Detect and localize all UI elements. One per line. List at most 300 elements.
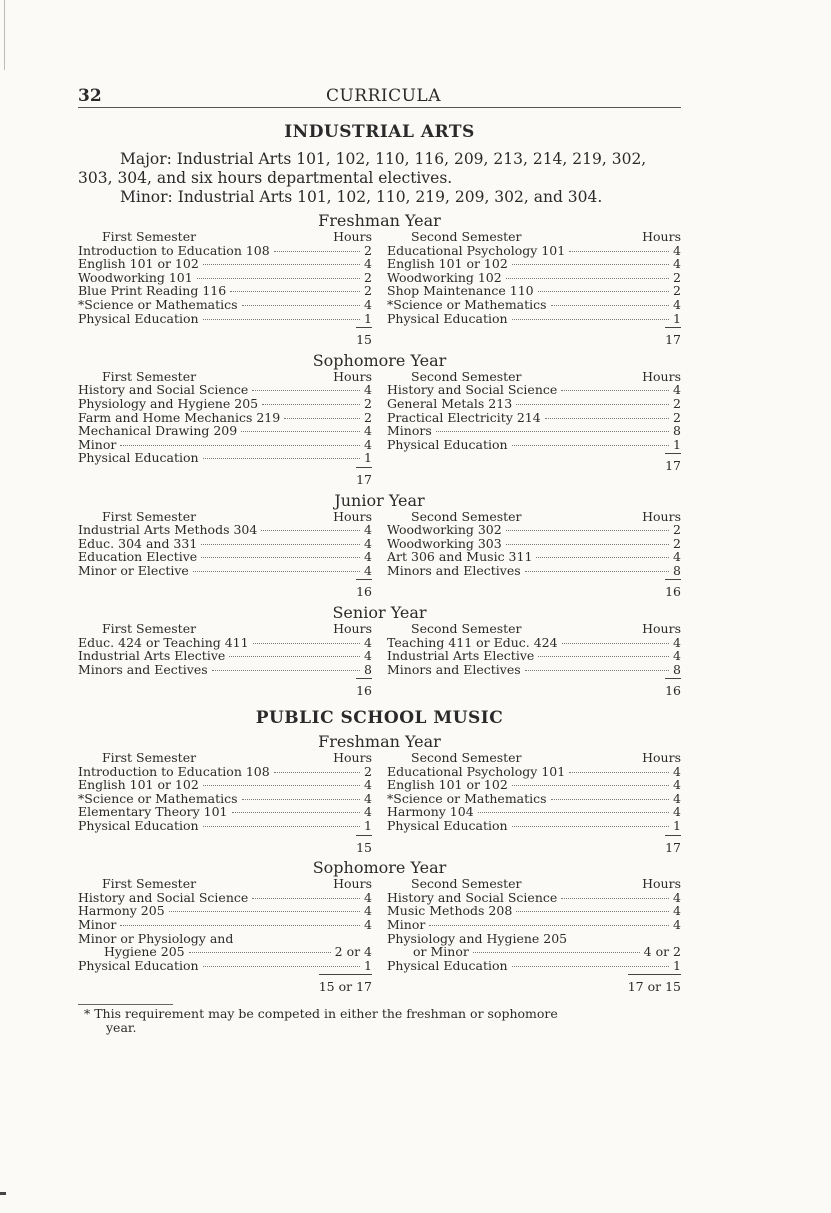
- course-row: [78, 932, 372, 946]
- total-hours: 17: [356, 467, 372, 487]
- course-name: Woodworking 303: [387, 535, 502, 551]
- column-header: [387, 877, 681, 891]
- course-hours: 1: [364, 310, 372, 326]
- course-hours: 4: [364, 634, 372, 650]
- course-row: [78, 438, 372, 452]
- semester-total: [387, 678, 681, 698]
- leader-dots: [525, 670, 669, 671]
- leader-dots: [189, 952, 331, 953]
- leader-dots: [562, 643, 669, 644]
- first-semester-column: [78, 877, 372, 994]
- course-hours: 4: [364, 549, 372, 565]
- semester-columns: [78, 230, 681, 347]
- course-row: [78, 523, 372, 537]
- leader-dots: [252, 898, 360, 899]
- course-row: [387, 932, 681, 946]
- leader-dots: [436, 431, 669, 432]
- leader-dots: [201, 544, 360, 545]
- course-row: [78, 959, 372, 973]
- course-name: Education Elective: [78, 549, 198, 565]
- course-row: [387, 765, 681, 779]
- first-semester-column: [78, 751, 372, 854]
- course-hours: 4: [364, 256, 372, 272]
- semester-label: Second Semester: [411, 368, 522, 384]
- leader-dots: [242, 305, 360, 306]
- second-semester-column: [387, 230, 681, 347]
- year-block-freshman: [78, 733, 681, 854]
- page-edge-mark: [4, 0, 5, 70]
- hours-label: Hours: [642, 508, 681, 524]
- document-page: [78, 86, 681, 1035]
- total-hours: 17: [665, 327, 681, 347]
- course-row: [387, 537, 681, 551]
- course-name: Physical Education: [78, 957, 199, 973]
- course-row: [78, 918, 372, 932]
- major-line: Major: Industrial Arts 101, 102, 110, 116, 209, 213, 214, 219, 302,: [120, 150, 647, 168]
- course-row: [78, 537, 372, 551]
- course-name: History and Social Science: [387, 889, 558, 905]
- course-hours: 4: [673, 889, 681, 905]
- course-row: [78, 945, 372, 959]
- total-hours: 16: [665, 579, 681, 599]
- course-hours: 8: [673, 661, 681, 677]
- first-semester-column: [78, 230, 372, 347]
- hours-label: Hours: [333, 750, 372, 766]
- course-hours: 4: [673, 256, 681, 272]
- course-hours: 4: [673, 804, 681, 820]
- semester-label: Second Semester: [411, 508, 522, 524]
- course-name: Physical Education: [387, 310, 508, 326]
- course-hours: 2: [673, 522, 681, 538]
- hours-label: Hours: [642, 621, 681, 637]
- course-hours: 2: [364, 763, 372, 779]
- course-hours: 1: [364, 957, 372, 973]
- first-semester-column: [78, 510, 372, 600]
- course-row: [387, 792, 681, 806]
- course-row: [387, 663, 681, 677]
- leader-dots: [120, 445, 360, 446]
- semester-total: [387, 835, 681, 855]
- leader-dots: [230, 291, 360, 292]
- course-hours: 4: [364, 916, 372, 932]
- course-hours: 4: [364, 562, 372, 578]
- course-name: Harmony 104: [387, 804, 474, 820]
- leader-dots: [203, 458, 360, 459]
- course-hours: 4: [364, 889, 372, 905]
- course-row: [387, 636, 681, 650]
- total-hours: 17 or 15: [628, 974, 681, 994]
- semester-total: [387, 579, 681, 599]
- course-name: Practical Electricity 214: [387, 409, 541, 425]
- column-header: [78, 751, 372, 765]
- year-heading: Freshman Year: [318, 211, 441, 230]
- course-name: English 101 or 102: [387, 777, 508, 793]
- column-header: [78, 510, 372, 524]
- course-hours: 4: [673, 916, 681, 932]
- course-name: Physical Education: [78, 450, 199, 466]
- leader-dots: [512, 785, 669, 786]
- section-title-industrial-arts: INDUSTRIAL ARTS: [284, 122, 475, 142]
- course-row: [78, 805, 372, 819]
- course-hours: 4: [364, 535, 372, 551]
- total-hours: 17: [665, 453, 681, 473]
- course-row: [387, 523, 681, 537]
- course-name: History and Social Science: [387, 382, 558, 398]
- course-name: Educ. 304 and 331: [78, 535, 198, 551]
- course-hours: 4: [364, 804, 372, 820]
- leader-dots: [261, 530, 360, 531]
- course-hours: 8: [673, 562, 681, 578]
- major-minor-requirements: [78, 150, 681, 207]
- second-semester-column: [387, 877, 681, 994]
- semester-label: First Semester: [102, 750, 197, 766]
- course-name: Teaching 411 or Educ. 424: [387, 634, 558, 650]
- total-hours: 15 or 17: [319, 974, 372, 994]
- course-name: Minor or Physiology and: [78, 930, 234, 946]
- second-semester-column: [387, 370, 681, 487]
- semester-label: First Semester: [102, 229, 197, 244]
- course-row: [387, 244, 681, 258]
- hours-label: Hours: [642, 750, 681, 766]
- leader-dots: [512, 445, 669, 446]
- course-hours: 4 or 2: [643, 944, 681, 960]
- semester-label: First Semester: [102, 621, 197, 637]
- course-hours: 2: [364, 242, 372, 258]
- hours-label: Hours: [333, 508, 372, 524]
- year-heading: Sophomore Year: [312, 350, 447, 370]
- course-hours: 2: [673, 535, 681, 551]
- semester-total: [78, 678, 372, 698]
- course-hours: 2: [364, 283, 372, 299]
- course-name: Introduction to Education 108: [78, 242, 270, 258]
- leader-dots: [569, 772, 669, 773]
- leader-dots: [516, 911, 669, 912]
- leader-dots: [201, 557, 360, 558]
- scan-mark: [0, 1192, 6, 1195]
- course-hours: 4: [673, 549, 681, 565]
- course-name: Music Methods 208: [387, 903, 513, 919]
- course-hours: 4: [673, 648, 681, 664]
- second-semester-column: [387, 751, 681, 854]
- leader-dots: [512, 319, 669, 320]
- leader-dots: [561, 390, 669, 391]
- course-hours: 2: [673, 269, 681, 285]
- leader-dots: [516, 404, 669, 405]
- course-name: Educational Psychology 101: [387, 763, 566, 779]
- course-hours: 2: [364, 269, 372, 285]
- leader-dots: [229, 656, 360, 657]
- course-name: History and Social Science: [78, 382, 249, 398]
- hours-label: Hours: [333, 621, 372, 637]
- total-hours: 15: [356, 327, 372, 347]
- semester-label: Second Semester: [411, 876, 522, 892]
- total-hours: 16: [356, 579, 372, 599]
- course-row: [387, 312, 681, 326]
- total-hours: 15: [356, 835, 372, 855]
- course-name: Minors: [387, 423, 432, 439]
- course-hours: 4: [673, 790, 681, 806]
- course-row: [387, 918, 681, 932]
- course-hours: 2: [364, 409, 372, 425]
- course-row: [78, 891, 372, 905]
- course-name: Elementary Theory 101: [78, 804, 228, 820]
- course-name: Shop Maintenance 110: [387, 283, 534, 299]
- course-name: or Minor: [413, 944, 469, 960]
- course-hours: 4: [673, 382, 681, 398]
- semester-total: [78, 835, 372, 855]
- course-row: [78, 284, 372, 298]
- course-name: Physical Education: [387, 818, 508, 833]
- leader-dots: [512, 264, 669, 265]
- year-block-sophomore: [78, 352, 681, 487]
- leader-dots: [525, 571, 669, 572]
- course-hours: 4: [364, 436, 372, 452]
- semester-label: First Semester: [102, 876, 197, 892]
- course-row: [387, 271, 681, 285]
- leader-dots: [561, 898, 669, 899]
- course-name: Minor or Elective: [78, 562, 189, 578]
- course-name: Minors and Eectives: [78, 661, 208, 677]
- course-name: Educational Psychology 101: [387, 242, 566, 258]
- course-row: [78, 244, 372, 258]
- course-hours: 4: [673, 634, 681, 650]
- first-semester-column: [78, 622, 372, 698]
- course-row: [387, 778, 681, 792]
- semester-columns: [78, 877, 681, 994]
- course-name: Industrial Arts Elective: [78, 648, 226, 664]
- hours-label: Hours: [333, 229, 372, 244]
- page-header: [78, 86, 681, 108]
- course-name: Physical Education: [78, 310, 199, 326]
- footnote-line: * This requirement may be competed in either the freshman or sophomore: [84, 1005, 558, 1021]
- course-name: Woodworking 102: [387, 269, 502, 285]
- course-row: [78, 424, 372, 438]
- course-name: Blue Print Reading 116: [78, 283, 227, 299]
- leader-dots: [253, 643, 360, 644]
- course-name: *Science or Mathematics: [387, 790, 547, 806]
- course-row: [387, 904, 681, 918]
- page-number: 32: [78, 86, 102, 106]
- course-name: Hygiene 205: [104, 944, 185, 960]
- leader-dots: [212, 670, 360, 671]
- course-name: English 101 or 102: [78, 777, 199, 793]
- course-row: [78, 397, 372, 411]
- course-hours: 1: [673, 957, 681, 973]
- course-name: Minor: [78, 436, 117, 452]
- course-hours: 4: [364, 423, 372, 439]
- course-name: Physiology and Hygiene 205: [78, 395, 259, 411]
- course-hours: 4: [673, 903, 681, 919]
- course-hours: 4: [364, 296, 372, 312]
- course-name: Educ. 424 or Teaching 411: [78, 634, 249, 650]
- course-row: [78, 257, 372, 271]
- leader-dots: [252, 390, 360, 391]
- course-name: Physical Education: [387, 436, 508, 452]
- hours-label: Hours: [642, 368, 681, 384]
- course-row: [78, 271, 372, 285]
- course-row: [78, 411, 372, 425]
- minor-line: Minor: Industrial Arts 101, 102, 110, 219, 209, 302, and 304.: [120, 188, 603, 206]
- course-row: [78, 819, 372, 833]
- column-header: [78, 370, 372, 384]
- semester-columns: [78, 510, 681, 600]
- course-hours: 4: [673, 777, 681, 793]
- course-row: [78, 383, 372, 397]
- leader-dots: [242, 799, 360, 800]
- course-name: Minor: [387, 916, 426, 932]
- course-hours: 4: [364, 382, 372, 398]
- course-name: English 101 or 102: [387, 256, 508, 272]
- course-name: Industrial Arts Elective: [387, 648, 535, 664]
- column-header: [387, 230, 681, 244]
- semester-label: First Semester: [102, 508, 197, 524]
- column-header: [78, 230, 372, 244]
- course-hours: 2 or 4: [334, 944, 372, 960]
- semester-total: [387, 974, 681, 994]
- leader-dots: [232, 812, 361, 813]
- course-row: [387, 411, 681, 425]
- leader-dots: [569, 251, 669, 252]
- course-hours: 4: [673, 242, 681, 258]
- course-name: Minors and Electives: [387, 562, 521, 578]
- leader-dots: [262, 404, 360, 405]
- semester-columns: [78, 751, 681, 854]
- leader-dots: [241, 431, 360, 432]
- course-name: Physical Education: [387, 957, 508, 973]
- course-hours: 8: [364, 661, 372, 677]
- hours-label: Hours: [642, 229, 681, 244]
- course-row: [78, 778, 372, 792]
- course-row: [78, 663, 372, 677]
- leader-dots: [506, 544, 669, 545]
- course-name: History and Social Science: [78, 889, 249, 905]
- column-header: [387, 370, 681, 384]
- course-hours: 8: [673, 423, 681, 439]
- leader-dots: [536, 557, 669, 558]
- leader-dots: [473, 952, 640, 953]
- course-row: [387, 257, 681, 271]
- section-title-public-school-music: PUBLIC SCHOOL MUSIC: [255, 708, 504, 729]
- leader-dots: [120, 925, 360, 926]
- leader-dots: [203, 966, 360, 967]
- leader-dots: [506, 278, 669, 279]
- course-name: Mechanical Drawing 209: [78, 423, 238, 439]
- semester-total: [78, 579, 372, 599]
- semester-total: [387, 327, 681, 347]
- semester-total: [78, 467, 372, 487]
- semester-total: [78, 974, 372, 994]
- course-row: [387, 945, 681, 959]
- course-row: [387, 438, 681, 452]
- course-name: *Science or Mathematics: [387, 296, 547, 312]
- course-name: English 101 or 102: [78, 256, 199, 272]
- leader-dots: [193, 571, 360, 572]
- year-block-sophomore: [78, 859, 681, 994]
- course-name: Introduction to Education 108: [78, 763, 270, 779]
- leader-dots: [203, 785, 360, 786]
- leader-dots: [203, 826, 360, 827]
- course-hours: 2: [673, 395, 681, 411]
- leader-dots: [274, 772, 360, 773]
- column-header: [387, 751, 681, 765]
- hours-label: Hours: [333, 876, 372, 892]
- course-row: [387, 959, 681, 973]
- course-hours: 1: [364, 450, 372, 466]
- year-block-junior: [78, 492, 681, 600]
- hours-label: Hours: [642, 876, 681, 892]
- course-hours: 1: [673, 436, 681, 452]
- column-header: [78, 622, 372, 636]
- course-row: [78, 298, 372, 312]
- leader-dots: [506, 530, 669, 531]
- course-row: [78, 792, 372, 806]
- leader-dots: [545, 418, 669, 419]
- course-row: [387, 819, 681, 833]
- year-heading: Senior Year: [332, 603, 427, 623]
- course-name: Art 306 and Music 311: [387, 549, 533, 565]
- semester-total: [387, 453, 681, 473]
- course-row: [78, 564, 372, 578]
- year-block-freshman: [78, 212, 681, 347]
- leader-dots: [512, 966, 669, 967]
- course-hours: 4: [673, 296, 681, 312]
- leader-dots: [274, 251, 360, 252]
- leader-dots: [551, 799, 669, 800]
- leader-dots: [538, 291, 669, 292]
- leader-dots: [478, 812, 669, 813]
- year-block-senior: [78, 604, 681, 698]
- running-title: CURRICULA: [325, 86, 441, 106]
- second-semester-column: [387, 622, 681, 698]
- course-row: [387, 550, 681, 564]
- year-heading: Freshman Year: [318, 732, 441, 752]
- course-name: Physical Education: [78, 818, 199, 833]
- course-row: [387, 284, 681, 298]
- course-name: Woodworking 302: [387, 522, 502, 538]
- course-hours: 1: [673, 310, 681, 326]
- leader-dots: [197, 278, 360, 279]
- semester-label: First Semester: [102, 368, 197, 384]
- leader-dots: [203, 264, 360, 265]
- course-hours: 1: [673, 818, 681, 833]
- course-name: *Science or Mathematics: [78, 296, 238, 312]
- leader-dots: [551, 305, 669, 306]
- leader-dots: [284, 418, 360, 419]
- course-hours: 2: [673, 283, 681, 299]
- semester-label: Second Semester: [411, 621, 522, 637]
- course-row: [387, 891, 681, 905]
- course-row: [387, 424, 681, 438]
- course-name: Minors and Electives: [387, 661, 521, 677]
- total-hours: 16: [356, 678, 372, 698]
- leader-dots: [538, 656, 669, 657]
- semester-total: [78, 327, 372, 347]
- course-row: [78, 649, 372, 663]
- semester-label: Second Semester: [411, 229, 522, 244]
- course-name: General Metals 213: [387, 395, 513, 411]
- course-name: Farm and Home Mechanics 219: [78, 409, 281, 425]
- course-name: *Science or Mathematics: [78, 790, 238, 806]
- footnote-line: year.: [106, 1019, 137, 1035]
- course-hours: 4: [364, 790, 372, 806]
- course-name: Woodworking 101: [78, 269, 193, 285]
- course-row: [387, 383, 681, 397]
- course-name: Physiology and Hygiene 205: [387, 930, 568, 946]
- first-semester-column: [78, 370, 372, 487]
- course-hours: 2: [364, 395, 372, 411]
- course-hours: 4: [364, 522, 372, 538]
- year-heading: Junior Year: [334, 490, 425, 510]
